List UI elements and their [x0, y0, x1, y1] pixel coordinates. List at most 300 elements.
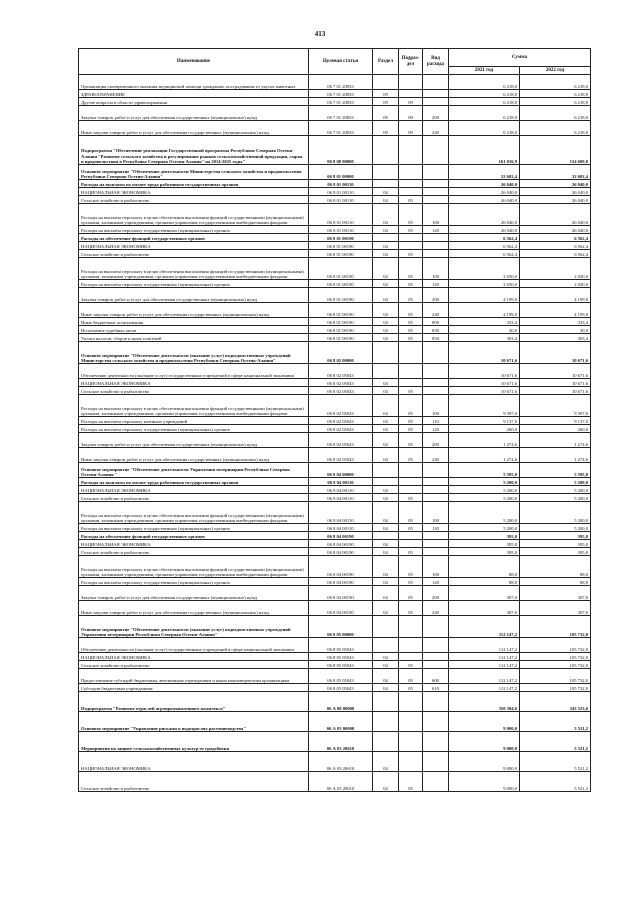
row-sum-2022: 105 732,0 [520, 684, 591, 692]
row-name: Иные закупки товаров, работ и услуг для обеспечения государственных (муниципальных) нужд [79, 121, 309, 136]
row-target-article: 06 8 01 00190 [309, 334, 373, 342]
row-name: Закупка товаров, работ и услуг для обеспечения государственных (муниципальных) нужд [79, 433, 309, 448]
row-section [373, 616, 399, 638]
row-name: Подпрограмма "Развитие отраслей агропромышленного комплекса" [79, 692, 309, 712]
row-subsection: 05 [399, 280, 423, 288]
table-row [79, 425, 591, 433]
row-subsection: 05 [399, 318, 423, 326]
row-subsection: 05 [399, 196, 423, 204]
row-sum-2022: 5 595,0 [520, 463, 591, 478]
row-target-article: 06 7 01 20833 [309, 90, 373, 98]
row-sum-2021: 26 040,0 [449, 180, 520, 188]
row-expense-type [423, 752, 449, 772]
row-sum-2021: 1 274,6 [449, 433, 520, 448]
row-expense-type [423, 638, 449, 653]
row-sum-2021: 6 562,4 [449, 242, 520, 250]
row-section: 04 [373, 326, 399, 334]
row-name: Закупка товаров, работ и услуг для обеспечения государственных (муниципальных) нужд [79, 106, 309, 121]
row-subsection [399, 165, 423, 180]
table-row [79, 540, 591, 548]
row-sum-2021: 333,4 [449, 318, 520, 326]
table-row [79, 478, 591, 486]
table-row [79, 106, 591, 121]
table-row [79, 395, 591, 417]
row-sum-2022: 1 274,6 [520, 433, 591, 448]
row-subsection [399, 75, 423, 90]
row-expense-type [423, 342, 449, 364]
row-target-article: 06 8 01 00190 [309, 234, 373, 242]
row-name: Сельское хозяйство и рыболовство [79, 196, 309, 204]
row-name: Расходы на выплаты персоналу государственных (муниципальных) органов [79, 578, 309, 586]
table-row [79, 772, 591, 792]
row-section: 04 [373, 425, 399, 433]
row-target-article: 06 8 01 00110 [309, 188, 373, 196]
row-sum-2022: 9 137,0 [520, 417, 591, 425]
row-subsection: 05 [399, 204, 423, 226]
row-subsection: 09 [399, 121, 423, 136]
row-sum-2021: 112 147,2 [449, 653, 520, 661]
row-name: Организация своевременного оказания медицинской помощи гражданам, пострадавшим от укусов животных [79, 75, 309, 90]
row-sum-2021: 26 040,0 [449, 196, 520, 204]
row-sum-2021: 5 200,0 [449, 494, 520, 502]
row-sum-2022: 5 521,2 [520, 772, 591, 792]
row-sum-2022: 10 671,6 [520, 379, 591, 387]
row-subsection: 05 [399, 524, 423, 532]
row-target-article: 06 8 02 05043 [309, 387, 373, 395]
row-sum-2022: 260,0 [520, 425, 591, 433]
row-name: НАЦИОНАЛЬНАЯ ЭКОНОМИКА [79, 379, 309, 387]
header-expense-type: Вид расхода [423, 49, 449, 75]
row-sum-2021: 112 147,2 [449, 661, 520, 669]
row-name: Сельское хозяйство и рыболовство [79, 548, 309, 556]
row-section [373, 165, 399, 180]
row-sum-2022: 105 732,0 [520, 653, 591, 661]
row-section: 04 [373, 494, 399, 502]
row-section: 04 [373, 334, 399, 342]
table-row [79, 448, 591, 463]
row-name: Уплата налогов, сборов и иных платежей [79, 334, 309, 342]
row-section: 04 [373, 556, 399, 578]
row-section [373, 712, 399, 732]
row-target-article: 06 8 01 00190 [309, 303, 373, 318]
row-sum-2021: 5 200,0 [449, 478, 520, 486]
row-name: Расходы на выплаты персоналу государственных (муниципальных) органов [79, 226, 309, 234]
row-target-article: 06 А 03 20610 [309, 752, 373, 772]
row-section: 04 [373, 578, 399, 586]
row-sum-2022: 1 274,6 [520, 448, 591, 463]
row-sum-2022: 5 521,2 [520, 752, 591, 772]
row-expense-type [423, 136, 449, 165]
row-section: 04 [373, 524, 399, 532]
table-row [79, 326, 591, 334]
row-target-article: 06 7 01 20833 [309, 75, 373, 90]
row-subsection: 05 [399, 433, 423, 448]
row-name: Сельское хозяйство и рыболовство [79, 250, 309, 258]
row-name: Иные бюджетные ассигнования [79, 318, 309, 326]
row-subsection: 05 [399, 448, 423, 463]
row-target-article: 06 8 02 05043 [309, 433, 373, 448]
row-expense-type [423, 463, 449, 478]
row-subsection: 05 [399, 425, 423, 433]
row-sum-2021: 88,0 [449, 556, 520, 578]
row-sum-2022: 88,0 [520, 556, 591, 578]
row-name: Закупка товаров, работ и услуг для обеспечения государственных (муниципальных) нужд [79, 586, 309, 601]
row-name: ЗДРАВООХРАНЕНИЕ [79, 90, 309, 98]
row-target-article: 06 8 02 05043 [309, 417, 373, 425]
table-row [79, 692, 591, 712]
row-sum-2022: 395,0 [520, 548, 591, 556]
row-section: 04 [373, 303, 399, 318]
row-sum-2021: 10 671,6 [449, 379, 520, 387]
row-name: Мероприятия по защите сельскохозяйственных культур от градобития [79, 732, 309, 752]
row-expense-type [423, 196, 449, 204]
row-section: 04 [373, 417, 399, 425]
row-sum-2022: 88,0 [520, 578, 591, 586]
row-target-article: 06 8 04 00110 [309, 524, 373, 532]
table-row [79, 303, 591, 318]
row-section: 04 [373, 379, 399, 387]
table-row [79, 98, 591, 106]
row-expense-type [423, 532, 449, 540]
row-section [373, 180, 399, 188]
row-name: Сельское хозяйство и рыболовство [79, 387, 309, 395]
row-section: 04 [373, 601, 399, 616]
table-row [79, 712, 591, 732]
row-section: 09 [373, 90, 399, 98]
row-target-article: 06 8 01 00110 [309, 180, 373, 188]
row-target-article: 06 8 00 00000 [309, 136, 373, 165]
table-row [79, 586, 591, 601]
row-target-article: 06 8 01 00190 [309, 242, 373, 250]
row-expense-type [423, 75, 449, 90]
row-section: 04 [373, 395, 399, 417]
row-sum-2021: 112 147,2 [449, 638, 520, 653]
row-target-article: 06 8 01 00190 [309, 258, 373, 280]
row-subsection: 05 [399, 548, 423, 556]
row-subsection [399, 532, 423, 540]
row-target-article: 06 8 05 00000 [309, 616, 373, 638]
row-target-article: 06 8 05 05043 [309, 669, 373, 684]
row-expense-type [423, 250, 449, 258]
row-target-article: 06 8 01 00190 [309, 326, 373, 334]
row-name: Расходы на выплаты персоналу казенных учреждений [79, 417, 309, 425]
row-section: 04 [373, 318, 399, 326]
row-sum-2022: 9 397,0 [520, 395, 591, 417]
row-target-article: 06 А 00 00000 [309, 692, 373, 712]
row-target-article: 06 8 04 00110 [309, 486, 373, 494]
row-sum-2022: 303,4 [520, 334, 591, 342]
row-expense-type: 100 [423, 502, 449, 524]
row-sum-2021: 6 562,4 [449, 250, 520, 258]
row-sum-2022: 6 218,0 [520, 106, 591, 121]
row-section: 04 [373, 448, 399, 463]
row-expense-type: 850 [423, 334, 449, 342]
row-name: Обеспечение деятельности (оказание услуг) государственных учреждений в сфере национальной экономики [79, 638, 309, 653]
row-subsection [399, 364, 423, 379]
row-section: 04 [373, 669, 399, 684]
row-section: 04 [373, 196, 399, 204]
row-subsection: 05 [399, 334, 423, 342]
row-sum-2022: 26 040,0 [520, 180, 591, 188]
row-sum-2021: 6 218,0 [449, 106, 520, 121]
row-name: Расходы на обеспечение функций государственных органов [79, 532, 309, 540]
row-section: 09 [373, 121, 399, 136]
row-sum-2021: 10 671,6 [449, 364, 520, 379]
row-name: Расходы на выплаты персоналу государственных (муниципальных) органов [79, 524, 309, 532]
row-sum-2021: 32 602,4 [449, 165, 520, 180]
row-expense-type: 120 [423, 578, 449, 586]
row-sum-2021: 2 030,0 [449, 280, 520, 288]
table-row [79, 342, 591, 364]
row-target-article: 06 8 04 00110 [309, 478, 373, 486]
row-expense-type [423, 165, 449, 180]
row-sum-2021: 161 016,9 [449, 136, 520, 165]
row-expense-type: 200 [423, 106, 449, 121]
row-subsection: 05 [399, 661, 423, 669]
row-section: 04 [373, 242, 399, 250]
table-row [79, 364, 591, 379]
table-row [79, 752, 591, 772]
row-name: Сельское хозяйство и рыболовство [79, 494, 309, 502]
row-sum-2021: 9 000,0 [449, 712, 520, 732]
table-row [79, 136, 591, 165]
row-sum-2021: 260,0 [449, 425, 520, 433]
row-subsection: 05 [399, 502, 423, 524]
row-expense-type [423, 90, 449, 98]
row-subsection: 05 [399, 250, 423, 258]
row-name: Расходы на выплаты персоналу в целях обеспечения выполнения функций государственными (муниципальными) органами, казенными учреждениями, органами управления государственными внебюджетными фондами [79, 395, 309, 417]
table-row [79, 653, 591, 661]
row-target-article: 06 8 05 05043 [309, 661, 373, 669]
table-row [79, 226, 591, 234]
row-subsection [399, 188, 423, 196]
row-sum-2022: 6 218,0 [520, 75, 591, 90]
row-subsection: 05 [399, 417, 423, 425]
row-name: Основное мероприятие "Обеспечение деятельности (оказание услуг) подведомственных учреждений Министерства сельского хозяйства и продовольствия Республики Северная Осетия-Алания" [79, 342, 309, 364]
row-name: Иные закупки товаров, работ и услуг для обеспечения государственных (муниципальных) нужд [79, 303, 309, 318]
page-number: 413 [314, 30, 326, 38]
row-expense-type: 240 [423, 601, 449, 616]
row-sum-2021: 5 200,0 [449, 502, 520, 524]
row-expense-type: 100 [423, 258, 449, 280]
header-target-article: Целевая статья [309, 49, 373, 75]
row-subsection: 05 [399, 288, 423, 303]
row-expense-type [423, 486, 449, 494]
table-row [79, 379, 591, 387]
row-sum-2022: 343 523,6 [520, 692, 591, 712]
table-row [79, 288, 591, 303]
row-subsection [399, 616, 423, 638]
row-name: Расходы на выплаты персоналу в целях обеспечения выполнения функций государственными (муниципальными) органами, казенными учреждениями, органами управления государственными внебюджетными фондами [79, 204, 309, 226]
row-target-article: 06 8 02 05043 [309, 448, 373, 463]
table-row [79, 242, 591, 250]
row-sum-2021: 112 147,2 [449, 684, 520, 692]
row-target-article: 06 8 02 05043 [309, 395, 373, 417]
row-sum-2022: 5 521,2 [520, 732, 591, 752]
row-subsection: 05 [399, 669, 423, 684]
row-sum-2022: 6 562,4 [520, 250, 591, 258]
row-target-article: 06 8 04 00190 [309, 540, 373, 548]
row-expense-type: 200 [423, 288, 449, 303]
row-name: Предоставление субсидий бюджетным, автономным учреждениям и иным некоммерческим организациям [79, 669, 309, 684]
row-sum-2021: 6 218,0 [449, 75, 520, 90]
row-name: НАЦИОНАЛЬНАЯ ЭКОНОМИКА [79, 653, 309, 661]
row-subsection: 05 [399, 578, 423, 586]
table-body [79, 75, 591, 792]
row-target-article: 06 8 04 00190 [309, 532, 373, 540]
row-section [373, 75, 399, 90]
row-section: 04 [373, 586, 399, 601]
row-sum-2022: 5 200,0 [520, 486, 591, 494]
row-expense-type [423, 712, 449, 732]
row-name: Иные закупки товаров, работ и услуг для обеспечения государственных (муниципальных) нужд [79, 448, 309, 463]
row-expense-type: 240 [423, 448, 449, 463]
table-row [79, 732, 591, 752]
row-target-article: 06 8 02 05043 [309, 364, 373, 379]
row-section: 04 [373, 752, 399, 772]
row-expense-type: 100 [423, 556, 449, 578]
row-expense-type [423, 548, 449, 556]
header-name: Наименование [79, 49, 309, 75]
row-subsection: 05 [399, 326, 423, 334]
row-expense-type: 200 [423, 586, 449, 601]
row-section: 04 [373, 387, 399, 395]
row-section: 04 [373, 653, 399, 661]
row-sum-2022: 6 562,4 [520, 234, 591, 242]
row-sum-2022: 5 200,0 [520, 502, 591, 524]
row-sum-2021: 395,0 [449, 548, 520, 556]
row-name: Сельское хозяйство и рыболовство [79, 661, 309, 669]
row-sum-2022: 105 732,0 [520, 616, 591, 638]
row-expense-type: 100 [423, 395, 449, 417]
table-row [79, 250, 591, 258]
header-sum: Сумма [449, 49, 591, 67]
row-target-article: 06 8 01 00190 [309, 280, 373, 288]
row-sum-2021: 4 199,0 [449, 288, 520, 303]
row-section [373, 732, 399, 752]
row-sum-2021: 112 147,2 [449, 669, 520, 684]
row-expense-type: 800 [423, 318, 449, 326]
row-target-article: 06 8 01 00110 [309, 196, 373, 204]
table-row [79, 334, 591, 342]
row-expense-type: 120 [423, 425, 449, 433]
row-sum-2022: 2 030,0 [520, 258, 591, 280]
row-sum-2022: 5 200,0 [520, 524, 591, 532]
row-sum-2022: 105 732,0 [520, 661, 591, 669]
row-name: Расходы на выплаты персоналу в целях обеспечения выполнения функций государственными (муниципальными) органами, казенными учреждениями, органами управления государственными внебюджетными фондами [79, 556, 309, 578]
row-subsection [399, 540, 423, 548]
row-sum-2022: 32 602,4 [520, 165, 591, 180]
row-section: 04 [373, 540, 399, 548]
row-expense-type [423, 379, 449, 387]
row-sum-2021: 10 671,6 [449, 342, 520, 364]
row-sum-2022: 26 040,0 [520, 196, 591, 204]
row-expense-type [423, 732, 449, 752]
row-expense-type [423, 234, 449, 242]
table-row [79, 387, 591, 395]
table-row [79, 669, 591, 684]
row-subsection: 05 [399, 494, 423, 502]
row-name: Сельское хозяйство и рыболовство [79, 772, 309, 792]
row-sum-2022: 395,0 [520, 540, 591, 548]
row-subsection: 05 [399, 556, 423, 578]
row-target-article: 06 8 04 00190 [309, 556, 373, 578]
row-sum-2021: 9 397,0 [449, 395, 520, 417]
row-section: 04 [373, 661, 399, 669]
row-target-article: 06 8 01 00110 [309, 204, 373, 226]
row-sum-2022: 105 732,0 [520, 669, 591, 684]
row-section: 04 [373, 772, 399, 792]
row-subsection: 05 [399, 395, 423, 417]
row-expense-type: 100 [423, 204, 449, 226]
row-target-article: 06 8 04 00110 [309, 494, 373, 502]
row-section [373, 136, 399, 165]
row-sum-2022: 26 040,0 [520, 204, 591, 226]
row-sum-2022: 6 218,0 [520, 98, 591, 106]
row-expense-type [423, 364, 449, 379]
row-expense-type: 110 [423, 417, 449, 425]
row-section: 09 [373, 106, 399, 121]
row-target-article: 06 8 05 05043 [309, 684, 373, 692]
table-row [79, 616, 591, 638]
table-row [79, 684, 591, 692]
row-expense-type [423, 98, 449, 106]
row-subsection [399, 692, 423, 712]
row-expense-type [423, 387, 449, 395]
row-sum-2021: 307,0 [449, 601, 520, 616]
header-subsection: Подраз-дел [399, 49, 423, 75]
row-section: 04 [373, 250, 399, 258]
table-row [79, 234, 591, 242]
row-subsection [399, 136, 423, 165]
row-sum-2021: 6 562,4 [449, 234, 520, 242]
row-expense-type [423, 772, 449, 792]
row-expense-type: 240 [423, 303, 449, 318]
row-section: 04 [373, 548, 399, 556]
row-sum-2022: 333,4 [520, 318, 591, 326]
row-subsection: 05 [399, 303, 423, 318]
row-target-article: 06 8 04 00190 [309, 578, 373, 586]
row-subsection: 05 [399, 772, 423, 792]
row-subsection: 09 [399, 98, 423, 106]
row-expense-type: 600 [423, 669, 449, 684]
row-sum-2022: 4 199,0 [520, 303, 591, 318]
row-section: 04 [373, 188, 399, 196]
table-row [79, 417, 591, 425]
row-section: 04 [373, 486, 399, 494]
row-expense-type [423, 653, 449, 661]
row-section [373, 478, 399, 486]
table-row [79, 556, 591, 578]
row-name: НАЦИОНАЛЬНАЯ ЭКОНОМИКА [79, 752, 309, 772]
row-name: Основное мероприятие "Обеспечение деятельности Управления ветеринарии Республики Северная Осетия-Алания " [79, 463, 309, 478]
row-target-article: 06 А 03 20610 [309, 732, 373, 752]
row-name: Закупка товаров, работ и услуг для обеспечения государственных (муниципальных) нужд [79, 288, 309, 303]
row-expense-type [423, 616, 449, 638]
table-row [79, 494, 591, 502]
row-target-article: 06 8 01 00190 [309, 318, 373, 326]
row-sum-2021: 9 137,0 [449, 417, 520, 425]
row-expense-type [423, 661, 449, 669]
row-section [373, 364, 399, 379]
row-subsection [399, 732, 423, 752]
row-name: Основное мероприятие "Управление рисками в подотраслях растениеводства" [79, 712, 309, 732]
row-expense-type [423, 180, 449, 188]
row-subsection: 05 [399, 601, 423, 616]
row-sum-2022: 5 521,2 [520, 712, 591, 732]
row-sum-2021: 4 199,0 [449, 303, 520, 318]
row-target-article: 06 8 02 05043 [309, 379, 373, 387]
